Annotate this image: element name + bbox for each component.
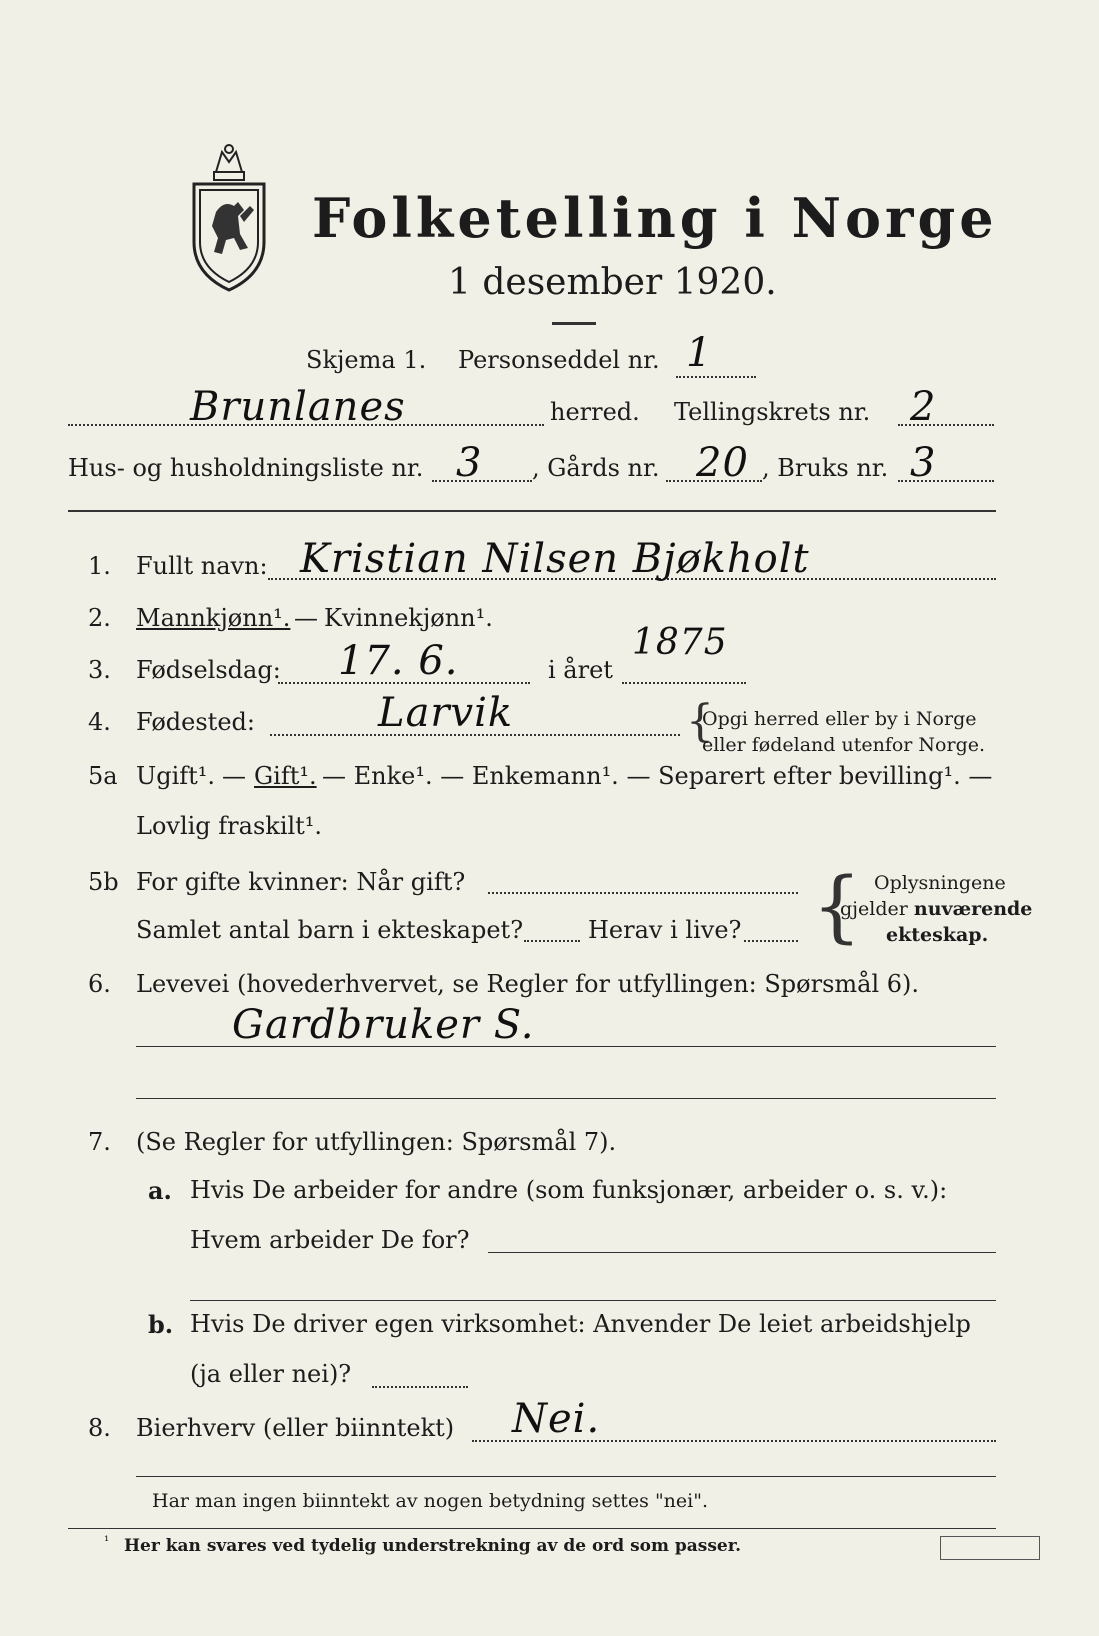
q5b-note-2a: gjelder [840,898,914,920]
q7a-line-1: Hvis De arbeider for andre (som funksjonær, arbeider o. s. v.): [190,1176,948,1204]
birthplace-value: Larvik [378,690,514,736]
q5b-note-2b: nuværende [913,898,1033,920]
q4-label: Fødested: [136,708,255,736]
q5b-note-1: Oplysningene [874,872,1006,894]
bruks-label: , Bruks nr. [762,454,889,482]
q6-label: Levevei (hovederhvervet, se Regler for utfyllingen: Spørsmål 6). [136,970,920,998]
q1-number: 1. [88,552,111,580]
fraskilt-option: Lovlig fraskilt¹. [136,812,323,840]
q1-label: Fullt navn: [136,552,268,580]
personseddel-label: Personseddel nr. [458,346,660,374]
employer-line-2 [190,1300,996,1301]
personseddel-line [676,376,756,378]
gift-option: Gift¹. [254,762,317,790]
tellingskrets-label: Tellingskrets nr. [674,398,871,426]
q7b-number: b. [148,1310,174,1339]
q4-number: 4. [88,708,111,736]
tellingskrets-value: 2 [910,384,937,430]
q5a-number: 5a [88,762,118,790]
year-line [622,682,746,684]
ugift-option: Ugift¹. [136,762,216,790]
q7-label: (Se Regler for utfyllingen: Spørsmål 7). [136,1128,617,1156]
husliste-label: Hus- og husholdningsliste nr. [68,454,424,482]
footer-divider [68,1528,996,1529]
male-option: Mannkjønn¹. [136,604,291,632]
skjema-label: Skjema 1. [306,346,427,374]
herred-label: herred. [550,398,640,426]
herred-value: Brunlanes [190,384,406,430]
q6-number: 6. [88,970,111,998]
q5b-brace: { [812,862,862,952]
q7a-line-2: Hvem arbeider De for? [190,1226,470,1254]
form-title: Folketelling i Norge [312,186,998,250]
header-divider [68,510,996,512]
printer-stamp-icon [940,1536,1040,1560]
norwegian-lion-crest-icon [188,142,270,294]
no-income-note: Har man ingen biinntekt av nogen betydning settes "nei". [152,1490,709,1512]
q7b-line-2: (ja eller nei)? [190,1360,352,1388]
children-line [524,940,580,942]
full-name-value: Kristian Nilsen Bjøkholt [300,536,810,582]
husliste-value: 3 [456,440,483,486]
q5b-children: Samlet antal barn i ekteskapet? [136,916,524,944]
q7a-number: a. [148,1176,172,1205]
q3-label: Fødselsdag: [136,656,281,684]
q8-label: Bierhverv (eller biinntekt) [136,1414,455,1442]
q2-number: 2. [88,604,111,632]
q5b-number: 5b [88,868,119,896]
footnote-text: Her kan svares ved tydelig understrekning av de ord som passer. [124,1536,742,1556]
gards-value: 20 [696,440,749,486]
q7b-line-1: Hvis De driver egen virksomhet: Anvender De leiet arbeidshjelp [190,1310,971,1338]
q2-separator: — [294,604,318,632]
year-value: 1875 [632,622,728,663]
occupation-line-2 [136,1098,996,1099]
year-label: i året [548,656,613,684]
bruks-value: 3 [910,440,937,486]
female-option: Kvinnekjønn¹. [324,604,493,632]
married-when-line [488,892,798,894]
occupation-value: Gardbruker S. [232,1002,535,1048]
q4-brace: { [686,696,714,747]
q5b-alive: Herav i live? [588,916,742,944]
side-income-value: Nei. [512,1396,601,1442]
q7-number: 7. [88,1128,111,1156]
q3-number: 3. [88,656,111,684]
q5b-note-2 [840,898,1032,920]
personseddel-value: 1 [686,330,713,376]
occupation-line-1 [136,1046,996,1047]
q5b-note-3: ekteskap. [886,924,989,946]
birthday-value: 17. 6. [338,638,459,684]
birthplace-note-1: Opgi herred eller by i Norge [702,708,977,730]
hired-help-line [372,1386,468,1388]
q8-number: 8. [88,1414,111,1442]
q5a-dash: — [222,762,246,790]
q5a-other-options: — Enke¹. — Enkemann¹. — Separert efter bevilling¹. — [322,762,993,790]
gards-label: , Gårds nr. [532,454,660,482]
employer-line-1 [488,1252,996,1253]
bleed-through-text [410,92,416,116]
birthplace-note-2: eller fødeland utenfor Norge. [702,734,986,756]
side-income-line-2 [136,1476,996,1477]
title-divider [552,322,596,325]
footnote-mark: ¹ [104,1534,110,1549]
census-date: 1 desember 1920. [448,262,777,303]
q5b-married-when: For gifte kvinner: Når gift? [136,868,466,896]
alive-line [744,940,798,942]
